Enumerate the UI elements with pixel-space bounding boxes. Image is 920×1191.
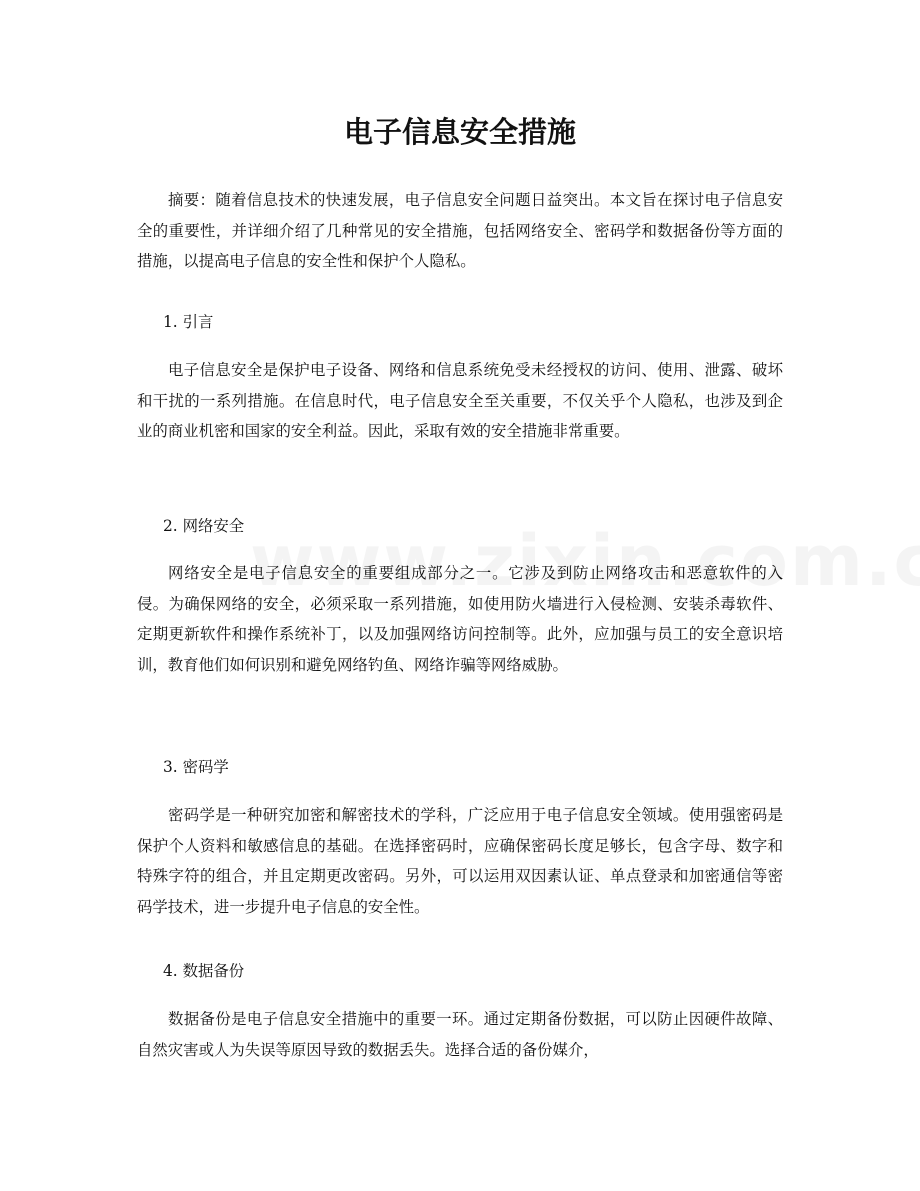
section-heading-data-backup: 4. 数据备份 [163, 962, 245, 980]
document-title: 电子信息安全措施 [343, 115, 576, 149]
abstract-paragraph: 摘要：随着信息技术的快速发展，电子信息安全问题日益突出。本文旨在探讨电子信息安全的重要性，并详细介绍了几种常见的安全措施，包括网络安全、密码学和数据备份等方面的措施，以提高电子信息的安全性和保护个人隐私。 [137, 191, 783, 270]
section-body-data-backup: 数据备份是电子信息安全措施中的重要一环。通过定期备份数据，可以防止因硬件故障、自然灾害或人为失误等原因导致的数据丢失。选择合适的备份媒介， [137, 1010, 783, 1059]
section-heading-introduction: 1. 引言 [163, 313, 214, 331]
section-body-network-security: 网络安全是电子信息安全的重要组成部分之一。它涉及到防止网络攻击和恶意软件的入侵。为确保网络的安全，必须采取一系列措施，如使用防火墙进行入侵检测、安装杀毒软件、定期更新软件和操作系统补丁，以及加强网络访问控制等。此外，应加强与员工的安全意识培训，教育他们如何识别和避免网络钓鱼、网络诈骗等网络威胁。 [137, 564, 783, 674]
section-body-introduction: 电子信息安全是保护电子设备、网络和信息系统免受未经授权的访问、使用、泄露、破坏和干扰的一系列措施。在信息时代，电子信息安全至关重要，不仅关乎个人隐私，也涉及到企业的商业机密和国家的安全利益。因此，采取有效的安全措施非常重要。 [137, 361, 783, 440]
section-heading-cryptography: 3. 密码学 [163, 758, 229, 776]
section-body-cryptography: 密码学是一种研究加密和解密技术的学科，广泛应用于电子信息安全领域。使用强密码是保护个人资料和敏感信息的基础。在选择密码时，应确保密码长度足够长，包含字母、数字和特殊字符的组合，并且定期更改密码。另外，可以运用双因素认证、单点登录和加密通信等密码学技术，进一步提升电子信息的安全性。 [137, 806, 783, 916]
section-heading-network-security: 2. 网络安全 [163, 517, 245, 535]
